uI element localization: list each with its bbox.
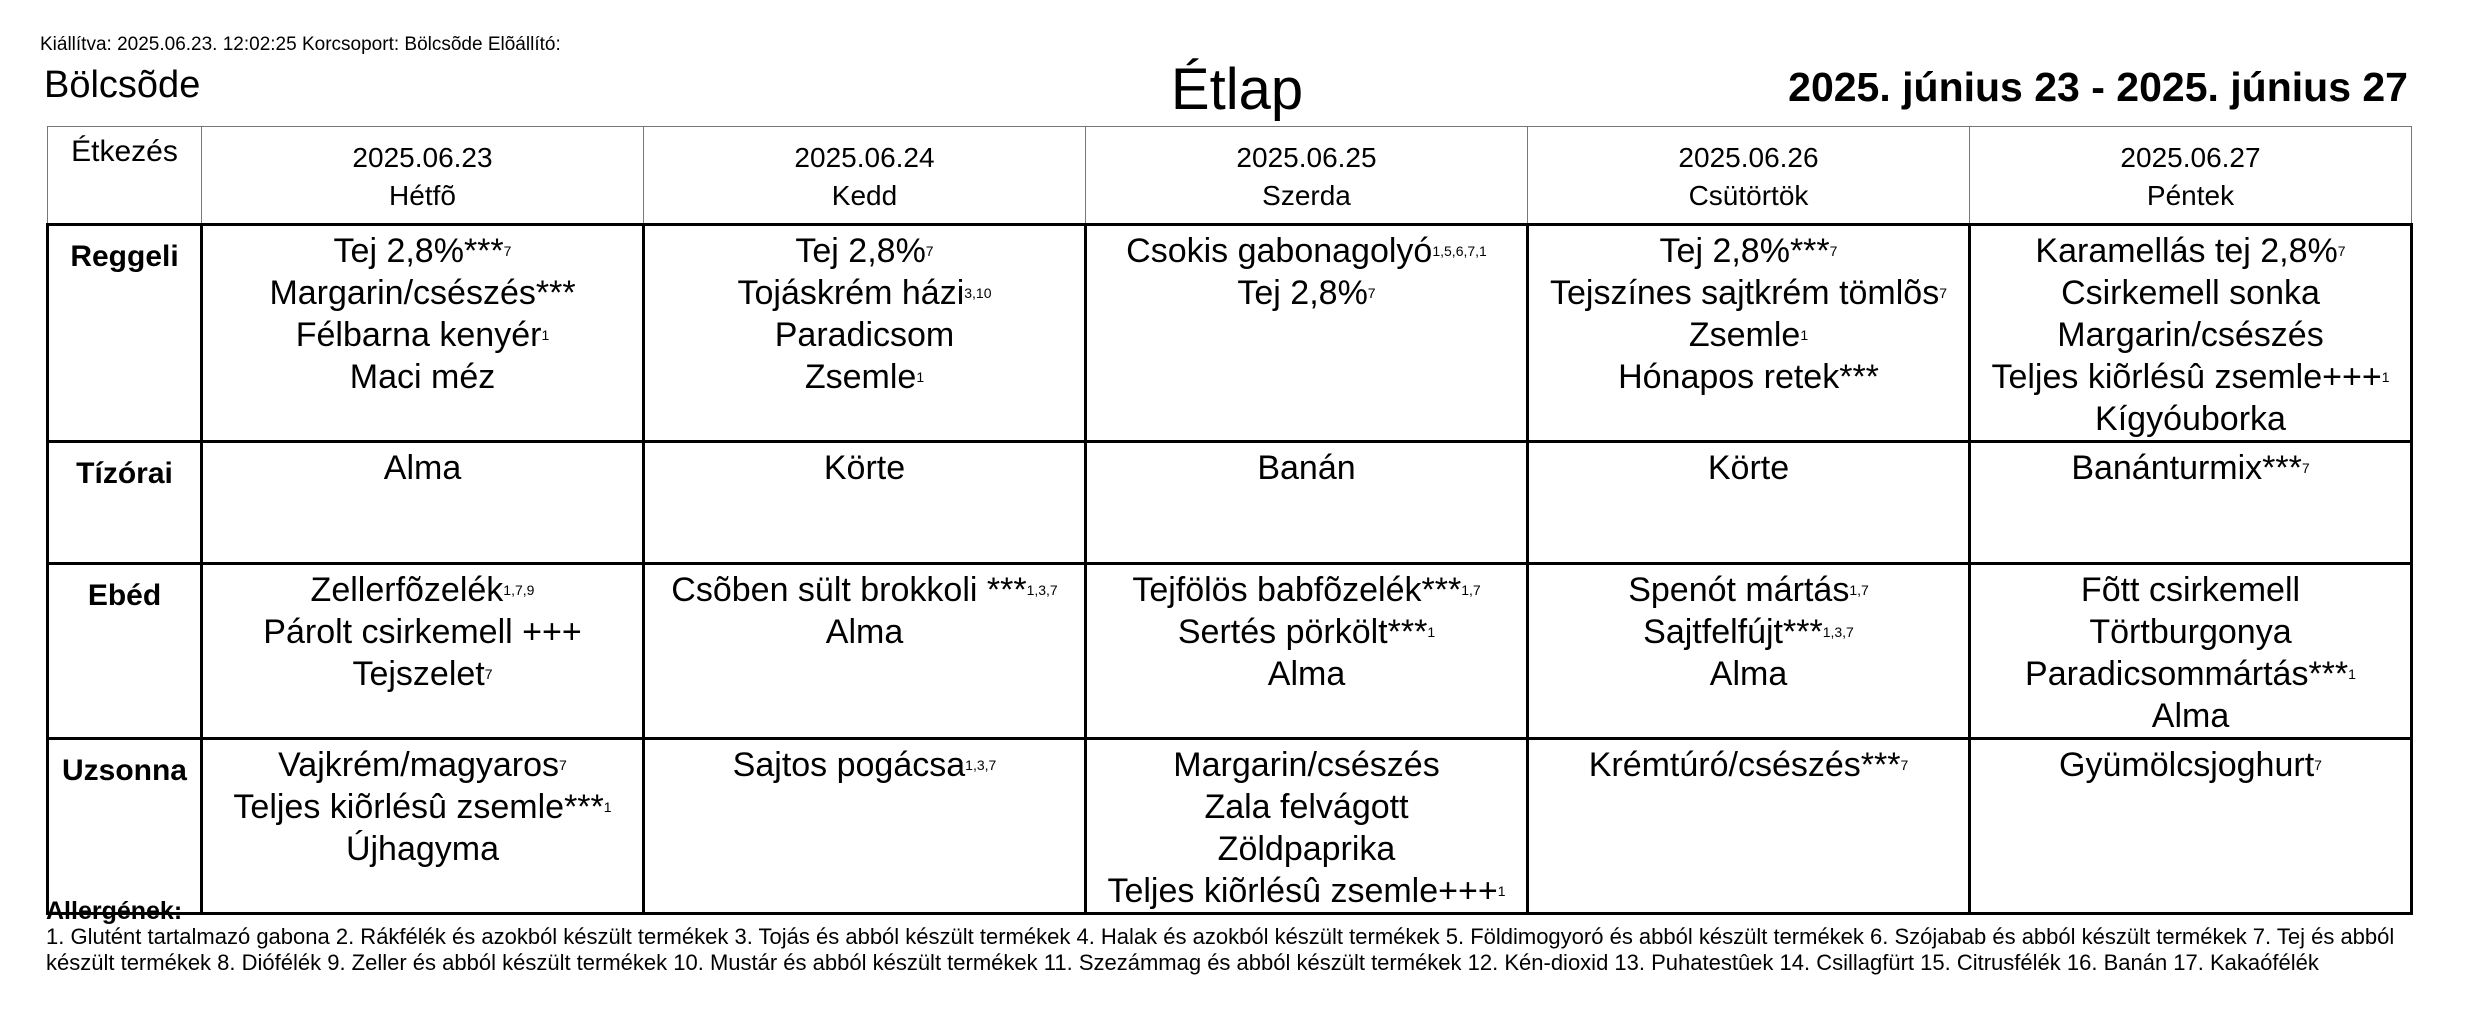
allergen-code: 7 [1829,243,1838,259]
day-date: 2025.06.25 [1236,142,1377,173]
menu-item [1529,744,1968,786]
allergen-code: 1 [1497,883,1506,899]
allergen-code: 1,7,9 [503,582,535,598]
allergen-list: 1. Glutént tartalmazó gabona 2. Rákfélék és azokból készült termékek 3. Tojás és abból készült termékek 4. Halak és azokból készült termékek 5. Földimogyoró és abból készült termékek 6. Szójabab és abból készült termékek 7. Tej és abból készült termékek 8. Diófélék 9. Zeller és abból készült termékek 10. Mustár és abból készült termékek 11. Szezámmag és abból készült termékek 12. Kén-dioxid 13. Puhatestûek 14. Csillagfürt 15. Citrusfélék 16. Banán 17. Kakaófélék [46,924,2395,975]
menu-cell [202,442,644,564]
menu-item [645,272,1084,314]
menu-item [1087,653,1526,695]
menu-item-name: Csõben sült brokkoli *** [671,571,1027,609]
menu-item [203,828,642,870]
menu-item [1971,611,2410,653]
day-name: Szerda [1262,180,1351,211]
allergen-code: 1 [2381,369,2390,385]
menu-cell [1528,564,1970,739]
menu-item [1087,744,1526,786]
menu-cell [1970,442,2412,564]
menu-cell [1528,739,1970,914]
menu-item [645,356,1084,398]
menu-item-name: Fõtt csirkemell [2080,571,2301,609]
menu-item [203,611,642,653]
menu-item [1971,230,2410,272]
allergen-code: 1,3,7 [1026,582,1058,598]
menu-item [645,569,1084,611]
menu-item-name: Zala felvágott [1204,788,1409,826]
menu-item-name: Margarin/csészés [1173,746,1440,784]
menu-cell [202,225,644,442]
menu-cell [1970,564,2412,739]
allergen-code: 1,3,7 [1822,624,1854,640]
menu-cell [644,564,1086,739]
allergen-code: 1 [541,327,550,343]
allergen-code: 7 [925,243,934,259]
menu-item-name: Tejfölös babfõzelék*** [1132,571,1462,609]
organization-label: Bölcsõde [44,64,201,106]
day-header [202,127,644,225]
menu-item-name: Körte [823,449,906,487]
day-header [1970,127,2412,225]
menu-item [1087,611,1526,653]
menu-item-name: Gyümölcsjoghurt [2059,746,2315,784]
day-name: Csütörtök [1688,180,1809,211]
menu-item-name: Teljes kiõrlésû zsemle+++ [1107,872,1498,910]
menu-item [1087,272,1526,314]
menu-item [203,653,642,695]
menu-item [1529,569,1968,611]
menu-cell [1528,225,1970,442]
menu-item [1971,569,2410,611]
menu-cell [1086,225,1528,442]
menu-item-name: Sajtos pogácsa [732,746,966,784]
meal-label: Ebéd [48,564,202,739]
table-header-row [48,127,2412,225]
menu-item-name: Alma [383,449,462,487]
allergen-code: 7 [1939,285,1948,301]
meal-row [48,442,2412,564]
menu-item [1971,356,2410,398]
menu-item [645,314,1084,356]
allergen-code: 3,10 [964,285,992,301]
allergen-code: 7 [2301,460,2310,476]
menu-item-name: Körte [1707,449,1790,487]
allergen-code: 1 [603,799,612,815]
menu-item [645,447,1084,489]
menu-item-name: Alma [1709,655,1788,693]
menu-item [203,744,642,786]
day-header [1086,127,1528,225]
menu-item [1971,447,2410,489]
menu-item [645,230,1084,272]
allergen-code: 1,7 [1849,582,1869,598]
menu-item [1971,398,2410,440]
menu-item-name: Félbarna kenyér [295,316,542,354]
menu-item [203,786,642,828]
allergen-code: 7 [503,243,512,259]
day-date: 2025.06.23 [352,142,493,173]
menu-item [1971,653,2410,695]
date-range: 2025. június 23 - 2025. június 27 [1788,64,2408,110]
menu-item-name: Kígyóuborka [2095,400,2286,438]
day-date: 2025.06.24 [794,142,935,173]
allergen-code: 7 [2314,757,2322,773]
menu-table [46,126,2413,915]
menu-item [1087,786,1526,828]
menu-item-name: Törtburgonya [2089,613,2292,651]
menu-item-name: Tejszínes sajtkrém tömlõs [1549,274,1940,312]
menu-item-name: Vajkrém/magyaros [278,746,560,784]
menu-item-name: Teljes kiõrlésû zsemle+++ [1991,358,2382,396]
menu-item-name: Tejszelet [352,655,485,693]
menu-cell [644,442,1086,564]
menu-item [203,569,642,611]
meal-row [48,564,2412,739]
allergen-code: 7 [2337,243,2346,259]
menu-item [1087,569,1526,611]
menu-item-name: Margarin/csészés*** [269,274,576,312]
menu-cell [644,739,1086,914]
menu-item [1087,828,1526,870]
menu-item-name: Párolt csirkemell +++ [263,613,582,651]
allergen-code: 7 [484,666,493,682]
day-header [1528,127,1970,225]
menu-item [203,447,642,489]
menu-item-name: Sertés pörkölt*** [1177,613,1428,651]
menu-item [645,611,1084,653]
menu-item [1971,272,2410,314]
menu-item-name: Maci méz [349,358,496,396]
menu-item [1529,272,1968,314]
day-date: 2025.06.26 [1678,142,1819,173]
menu-item [1087,447,1526,489]
meal-label: Uzsonna [48,739,202,914]
allergen-code: 1,3,7 [965,757,997,773]
menu-item-name: Spenót mártás [1628,571,1850,609]
allergen-code: 1 [1427,624,1436,640]
menu-item [645,744,1084,786]
page-title: Étlap [1170,57,1304,122]
menu-item-name: Zellerfõzelék [310,571,504,609]
menu-item [1971,314,2410,356]
issued-meta: Kiállítva: 2025.06.23. 12:02:25 Korcsoport: Bölcsõde Elõállító: [40,34,561,55]
menu-item-name: Hónapos retek*** [1618,358,1879,396]
menu-item-name: Tojáskrém házi [737,274,965,312]
menu-item [203,230,642,272]
menu-item [1971,744,2410,786]
menu-cell [1528,442,1970,564]
menu-item [1529,447,1968,489]
menu-cell [1086,564,1528,739]
day-header [644,127,1086,225]
menu-item-name: Paradicsommártás*** [2025,655,2349,693]
allergen-code: 1 [916,369,925,385]
allergen-code: 1 [2348,666,2356,682]
menu-item [1087,230,1526,272]
menu-item-name: Tej 2,8%*** [1659,232,1830,270]
menu-item-name: Paradicsom [774,316,955,354]
menu-item-name: Alma [2151,697,2230,735]
menu-item [1529,230,1968,272]
allergen-code: 1 [1800,327,1809,343]
menu-item [1529,653,1968,695]
menu-cell [1086,442,1528,564]
menu-item-name: Sajtfelfújt*** [1643,613,1823,651]
menu-cell [644,225,1086,442]
menu-cell [202,564,644,739]
menu-item-name: Csirkemell sonka [2061,274,2320,312]
meal-row [48,739,2412,914]
menu-item [203,356,642,398]
menu-item-name: Margarin/csészés [2057,316,2324,354]
allergen-title: Allergének: [46,897,183,925]
menu-item-name: Teljes kiõrlésû zsemle*** [233,788,604,826]
menu-cell [1970,225,2412,442]
corner-header: Étkezés [48,127,202,225]
menu-item [1529,611,1968,653]
allergen-code: 7 [559,757,567,773]
meal-row [48,225,2412,442]
menu-item-name: Tej 2,8% [795,232,926,270]
menu-item-name: Tej 2,8% [1237,274,1368,312]
menu-cell [1970,739,2412,914]
menu-item-name: Banán [1257,449,1356,487]
menu-item-name: Zsemle [804,358,917,396]
menu-item-name: Alma [825,613,904,651]
menu-item [203,272,642,314]
day-name: Kedd [831,180,898,211]
allergen-code: 1,5,6,7,1 [1432,243,1487,259]
allergen-section [46,898,2466,976]
menu-item-name: Csokis gabonagolyó [1126,232,1433,270]
menu-item-name: Karamellás tej 2,8% [2035,232,2338,270]
menu-item [1529,314,1968,356]
day-date: 2025.06.27 [2120,142,2261,173]
menu-item [203,314,642,356]
menu-item-name: Banánturmix*** [2071,449,2302,487]
menu-item [1529,356,1968,398]
allergen-code: 7 [1367,285,1376,301]
allergen-code: 7 [1900,757,1909,773]
meal-label: Tízórai [48,442,202,564]
menu-item-name: Zöldpaprika [1217,830,1396,868]
day-name: Hétfõ [389,180,456,211]
menu-item-name: Újhagyma [345,830,500,868]
day-name: Péntek [2146,180,2235,211]
menu-item-name: Tej 2,8%*** [333,232,504,270]
menu-cell [1086,739,1528,914]
menu-item-name: Krémtúró/csészés*** [1588,746,1901,784]
meal-label: Reggeli [48,225,202,442]
menu-item-name: Alma [1267,655,1346,693]
menu-cell [202,739,644,914]
menu-item-name: Zsemle [1688,316,1801,354]
menu-item [1971,695,2410,737]
allergen-code: 1,7 [1461,582,1481,598]
